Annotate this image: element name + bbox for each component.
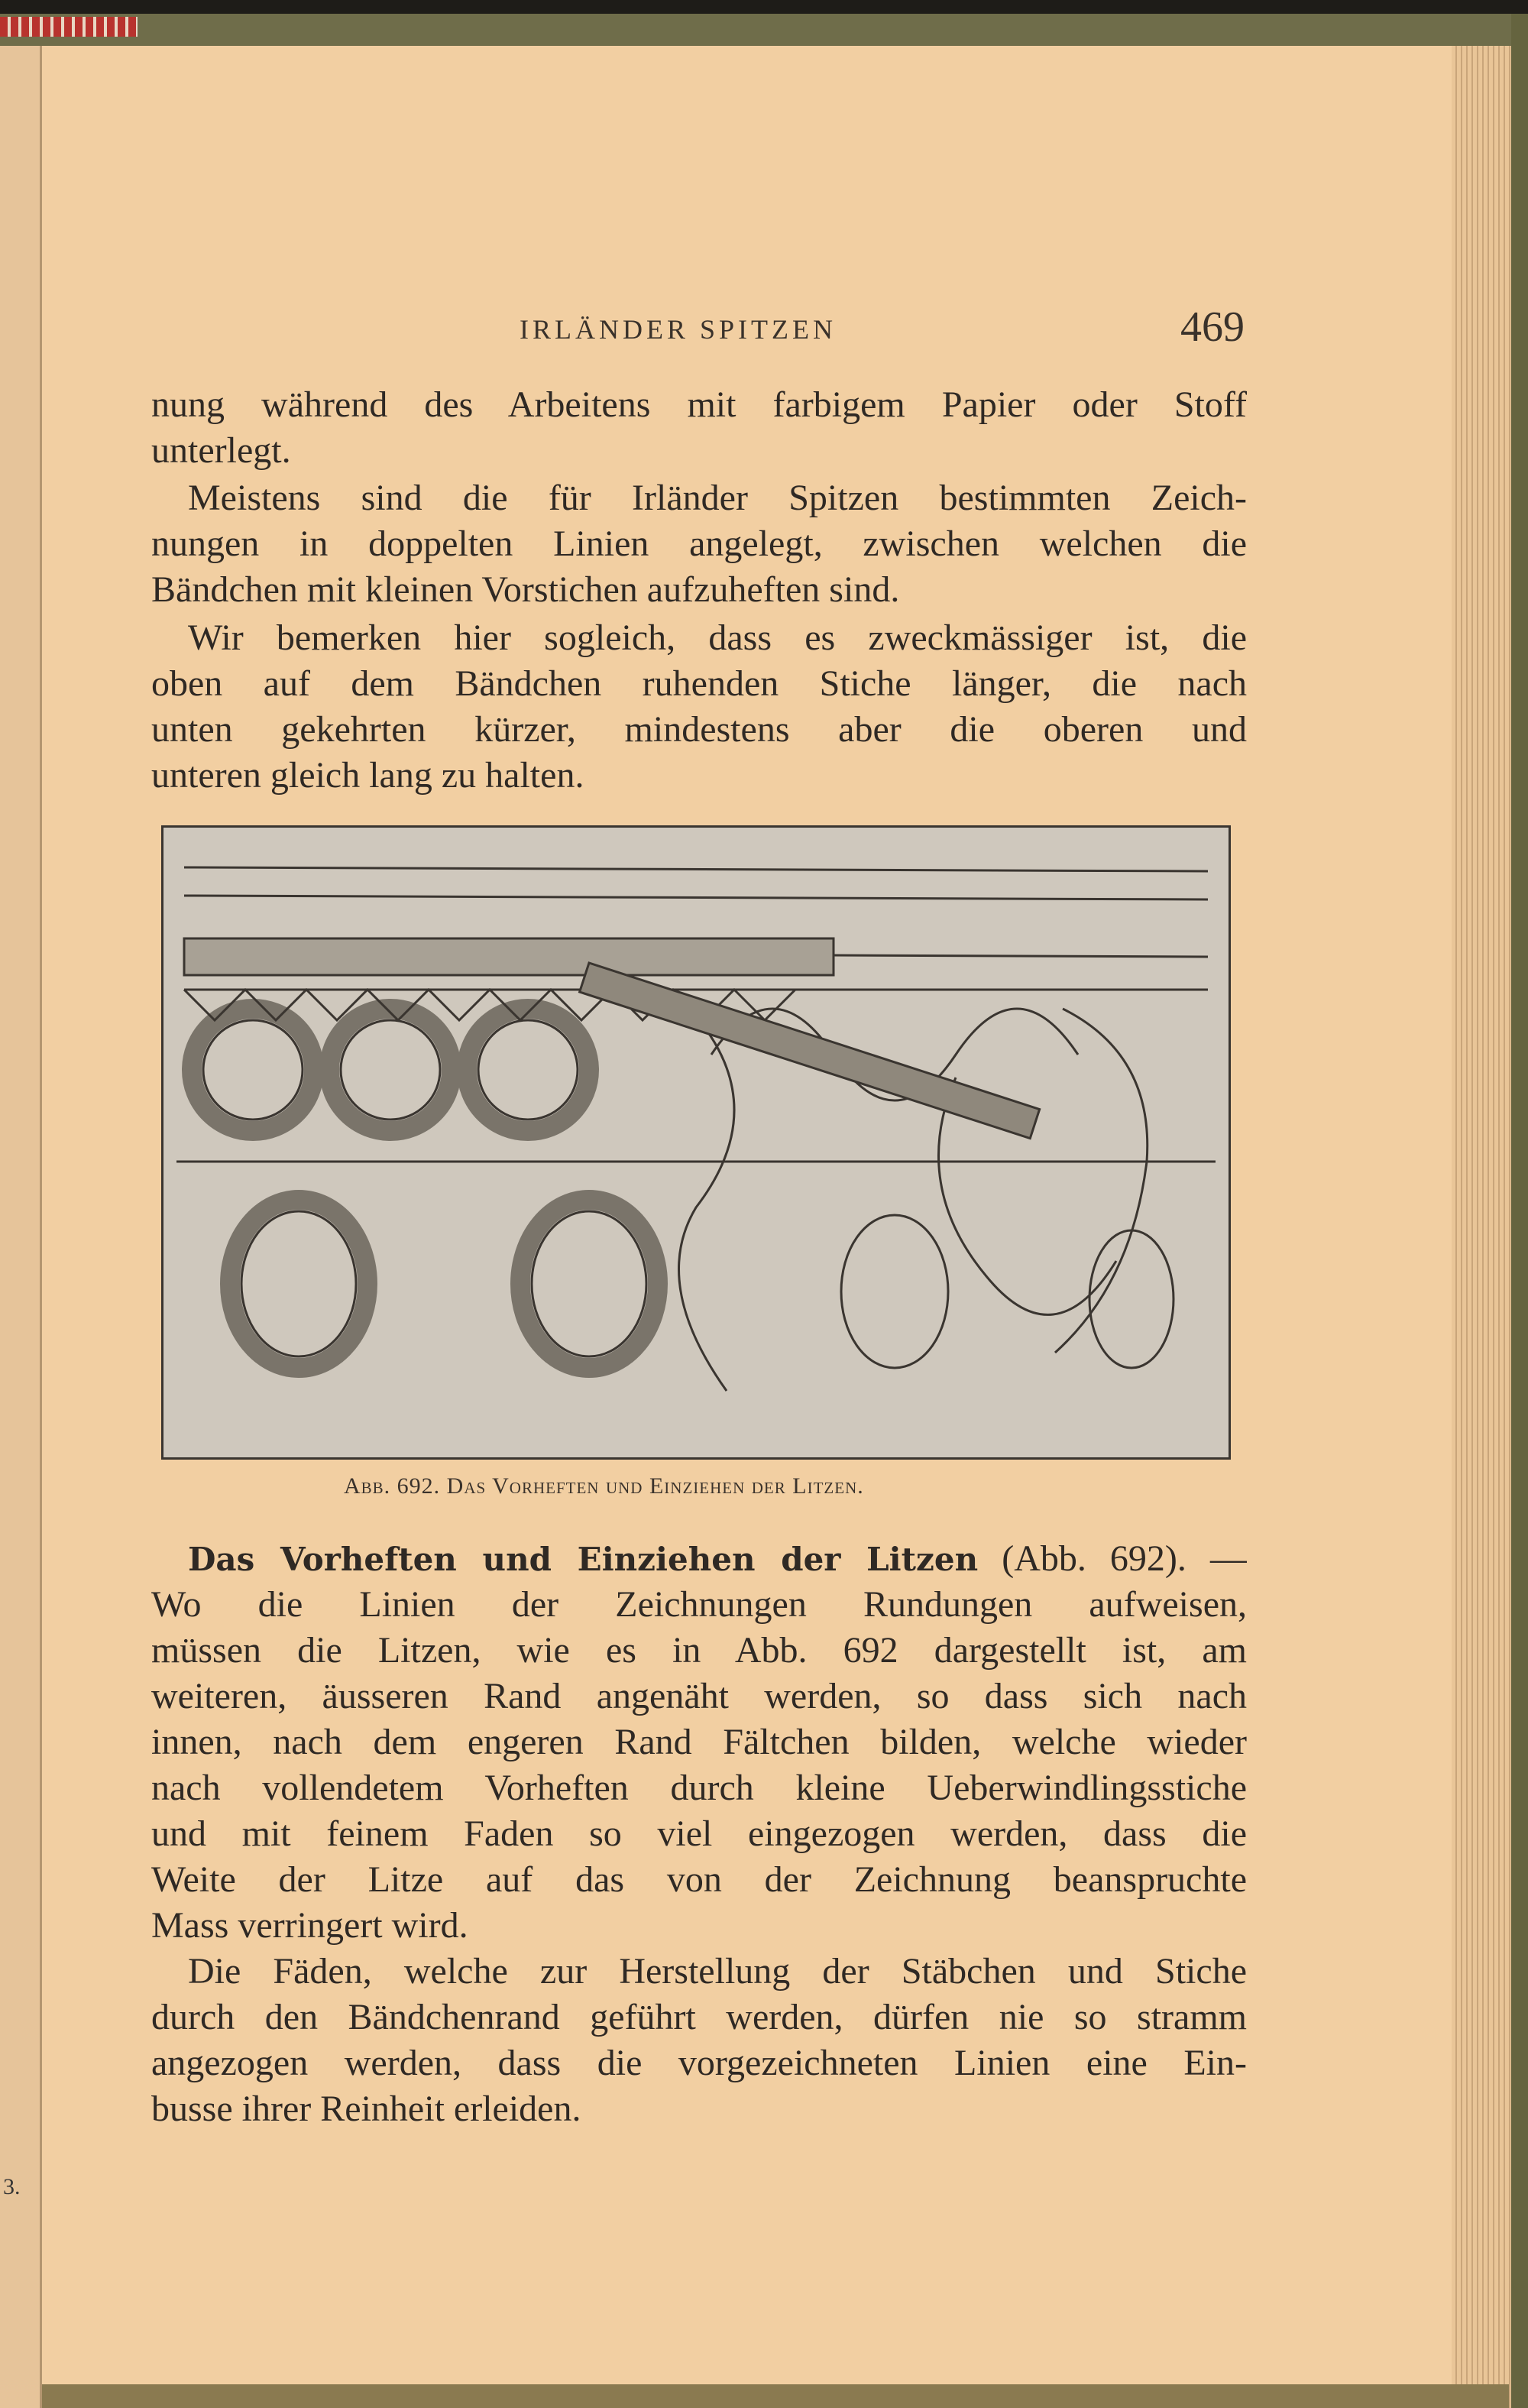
text-line: Wo die Linien der Zeichnungen Rundungen aufweisen,: [151, 1584, 1247, 1625]
text-line: busse ihrer Reinheit erleiden.: [151, 2089, 581, 2129]
text-line: unteren gleich lang zu halten.: [151, 755, 584, 796]
binding-stitch: [0, 17, 138, 37]
previous-page-edge: [0, 46, 42, 2408]
text-line: Mass verringert wird.: [151, 1905, 468, 1946]
text-line: durch den Bändchenrand geführt werden, dürfen nie so stramm: [151, 1997, 1247, 2037]
text-line: Weite der Litze auf das von der Zeichnung beanspruchte: [151, 1859, 1247, 1900]
text-line: angezogen werden, dass die vorgezeichneten Linien eine Ein-: [151, 2043, 1247, 2083]
text-line: unten gekehrten kürzer, mindestens aber die oberen und: [151, 709, 1247, 750]
page-bottom-shadow: [42, 2384, 1509, 2408]
section-heading-suffix: (Abb. 692). —: [978, 1538, 1247, 1579]
scan-top-band: [0, 0, 1528, 14]
text-line: weiteren, äusseren Rand angenäht werden, so dass sich nach: [151, 1676, 1247, 1716]
text-line: nung während des Arbeitens mit farbigem Papier oder Stoff: [151, 384, 1247, 425]
section-heading: Das Vorheften und Einziehen der Litzen: [188, 1541, 979, 1578]
figure-caption: Abb. 692. Das Vorheften und Einziehen der Litzen.: [344, 1473, 864, 1499]
paragraph-1: [151, 382, 1247, 474]
closing-paragraph: [151, 1949, 1247, 2132]
text-line: oben auf dem Bändchen ruhenden Stiche länger, die nach: [151, 663, 1247, 704]
section-paragraph: [151, 1536, 1247, 1949]
paragraph-3: [151, 615, 1247, 799]
text-line: Wir bemerken hier sogleich, dass es zweckmässiger ist, die: [188, 617, 1247, 658]
text-line: und mit feinem Faden so viel eingezogen werden, dass die: [151, 1813, 1247, 1854]
text-line: innen, nach dem engeren Rand Fältchen bilden, welche wieder: [151, 1722, 1247, 1762]
page-stack-edges: [1452, 46, 1511, 2408]
lace-illustration: [161, 825, 1231, 1460]
text-line: müssen die Litzen, wie es in Abb. 692 dargestellt ist, am: [151, 1630, 1247, 1671]
paragraph-2: [151, 475, 1247, 613]
book-cover-top: [0, 14, 1528, 47]
running-title: IRLÄNDER SPITZEN: [520, 314, 837, 345]
text-line: nungen in doppelten Linien angelegt, zwischen welchen die: [151, 523, 1247, 564]
text-line: Bändchen mit kleinen Vorstichen aufzuheften sind.: [151, 569, 900, 610]
text-line: Meistens sind die für Irländer Spitzen bestimmten Zeich-: [188, 478, 1247, 518]
text-line: unterlegt.: [151, 430, 291, 471]
page-number: 469: [1180, 303, 1245, 351]
margin-note: 3.: [3, 2174, 21, 2199]
text-line: nach vollendetem Vorheften durch kleine Ueberwindlingsstiche: [151, 1768, 1247, 1808]
book-cover-right: [1511, 14, 1528, 2408]
text-line: Die Fäden, welche zur Herstellung der Stäbchen und Stiche: [188, 1951, 1247, 1992]
section-heading-line: [151, 1536, 1247, 1582]
